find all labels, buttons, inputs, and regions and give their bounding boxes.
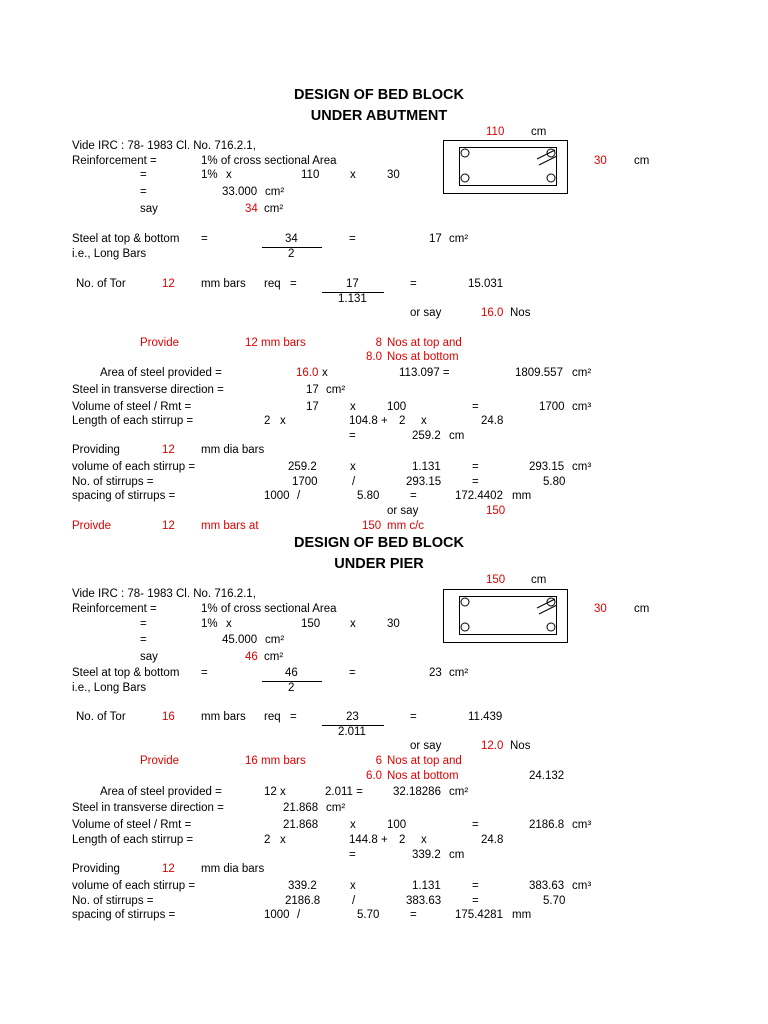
area-provided-unit: cm²: [449, 786, 469, 798]
mul-sign: x: [322, 367, 328, 379]
tor-label: No. of Tor: [76, 278, 126, 290]
transverse-unit: cm²: [326, 384, 346, 396]
tor-dia: 16: [162, 711, 175, 723]
stirrup-outline: [460, 148, 557, 186]
stirrup-volume-b: 1.131: [412, 880, 441, 892]
rebar-circle: [547, 623, 555, 631]
tor-numerator: 17: [346, 278, 359, 290]
eq-sign: =: [201, 233, 208, 245]
depth-term: 30: [387, 169, 400, 181]
spacing-result: 175.4281: [455, 909, 503, 921]
area-provided-bar-area: 113.097 =: [399, 367, 450, 379]
spacing-a: 1000: [264, 909, 290, 921]
stirrup-volume-a: 259.2: [288, 461, 317, 473]
or-say-value: 12.0: [481, 740, 504, 752]
req-label: req: [264, 711, 281, 723]
vide-irc: Vide IRC : 78- 1983 Cl. No. 716.2.1,: [72, 140, 256, 152]
section-outline: [444, 141, 568, 194]
provide-top-value: 8: [375, 337, 382, 349]
stirrup-length-c: 24.8: [481, 834, 504, 846]
transverse-value: 21.868: [283, 802, 319, 814]
stirrup-volume-unit: cm³: [572, 880, 592, 892]
div-sign: /: [297, 490, 301, 502]
mul-sign: x: [350, 169, 356, 181]
provide-bars: 16 mm bars: [245, 755, 306, 767]
tor-dia: 12: [162, 278, 175, 290]
mul-sign: x: [226, 618, 232, 630]
steel-tb-denominator: 2: [288, 248, 295, 260]
rebar-circle: [547, 149, 555, 157]
eq-sign: =: [349, 849, 356, 861]
final-provide-dia: 12: [162, 520, 175, 532]
mm-bars: mm bars: [201, 711, 246, 723]
tor-result: 11.439: [468, 711, 503, 723]
volume-a: 21.868: [283, 819, 319, 831]
spacing-a: 1000: [264, 490, 290, 502]
width-unit: cm: [531, 126, 547, 138]
spacing-b: 5.80: [357, 490, 380, 502]
mul-sign: x: [280, 415, 286, 427]
stirrup-count-label: No. of stirrups =: [72, 895, 154, 907]
stirrup-length-unit: cm: [449, 849, 465, 861]
mul-sign: x: [280, 834, 286, 846]
providing-dia: 12: [162, 863, 175, 875]
transverse-label: Steel in transverse direction =: [72, 384, 224, 396]
rebar-circle: [461, 598, 469, 606]
rebar-circle: [547, 174, 555, 182]
stirrup-volume-result: 293.15: [529, 461, 565, 473]
mm-dia-bars: mm dia bars: [201, 863, 265, 875]
eq-sign: =: [290, 711, 297, 723]
width-value: 110: [486, 126, 505, 138]
reinforcement-text: 1% of cross sectional Area: [201, 155, 337, 167]
mul-sign: x: [421, 834, 427, 846]
mm-dia-bars: mm dia bars: [201, 444, 265, 456]
depth-unit: cm: [634, 155, 650, 167]
or-say-label: or say: [410, 307, 442, 319]
stirrup-count-a: 1700: [292, 476, 318, 488]
provide-bottom-text: Nos at bottom: [387, 770, 459, 782]
stirrup-length-label: Length of each stirrup =: [72, 834, 194, 846]
stirrup-length-a: 144.8 +: [349, 834, 388, 846]
final-provide-bars: mm bars at: [201, 520, 259, 532]
width-unit: cm: [531, 574, 547, 586]
volume-result: 2186.8: [529, 819, 565, 831]
steel-tb-label: Steel at top & bottom: [72, 667, 180, 679]
stirrup-length-a: 104.8 +: [349, 415, 388, 427]
mul-sign: x: [226, 169, 232, 181]
eq-sign: =: [472, 401, 479, 413]
eq-sign: =: [201, 667, 208, 679]
mul-sign: x: [421, 415, 427, 427]
area-provided-label: Area of steel provided =: [100, 786, 222, 798]
provide-top-text: Nos at top and: [387, 755, 462, 767]
say-unit: cm²: [264, 203, 284, 215]
mm-bars: mm bars: [201, 278, 246, 290]
tor-result: 15.031: [468, 278, 504, 290]
say-value: 34: [245, 203, 258, 215]
reinforcement-label: Reinforcement =: [72, 603, 157, 615]
providing-dia: 12: [162, 444, 175, 456]
stirrup-count-label: No. of stirrups =: [72, 476, 154, 488]
stirrup-hook: [539, 605, 557, 614]
section-outline: [444, 590, 568, 643]
tor-denominator: 1.131: [338, 293, 367, 305]
spacing-result: 172.4402: [455, 490, 503, 502]
eq-sign: =: [140, 186, 147, 198]
volume-b: 100: [387, 401, 407, 413]
stirrup-length-b: 2: [399, 415, 406, 427]
provide-bottom-text: Nos at bottom: [387, 351, 459, 363]
eq-sign: =: [472, 895, 479, 907]
stirrup-hook: [537, 150, 555, 159]
eq-sign: =: [349, 430, 356, 442]
mul-sign: x: [350, 819, 356, 831]
area-provided-unit: cm²: [572, 367, 592, 379]
stirrup-length-result: 259.2: [412, 430, 441, 442]
stirrup-volume-a: 339.2: [288, 880, 317, 892]
area-value: 33.000: [222, 186, 258, 198]
stirrup-outline: [460, 597, 557, 635]
stirrup-length-two: 2: [264, 415, 271, 427]
stirrup-volume-unit: cm³: [572, 461, 592, 473]
rebar-circle: [461, 174, 469, 182]
eq-sign: =: [472, 819, 479, 831]
div-sign: /: [297, 909, 301, 921]
stirrup-length-result: 339.2: [412, 849, 441, 861]
div-sign: /: [352, 476, 356, 488]
say-label: say: [140, 651, 158, 663]
reinforcement-label: Reinforcement =: [72, 155, 157, 167]
area-provided-result: 32.18286: [393, 786, 441, 798]
provide-label: Provide: [140, 337, 179, 349]
final-provide-label: Proivde: [72, 520, 111, 532]
say-unit: cm²: [264, 651, 284, 663]
mul-sign: x: [350, 618, 356, 630]
rebar-circle: [547, 598, 555, 606]
steel-tb-denominator: 2: [288, 682, 295, 694]
depth-value: 30: [594, 603, 607, 615]
spacing-unit: mm: [512, 490, 532, 502]
steel-tb-numerator: 46: [285, 667, 298, 679]
depth-value: 30: [594, 155, 607, 167]
stirrup-volume-b: 1.131: [412, 461, 441, 473]
depth-unit: cm: [634, 603, 650, 615]
stirrup-count-b: 383.63: [406, 895, 442, 907]
eq-sign: =: [290, 278, 297, 290]
area-provided-nos: 16.0: [296, 367, 319, 379]
provide-bars: 12 mm bars: [245, 337, 306, 349]
transverse-label: Steel in transverse direction =: [72, 802, 224, 814]
steel-tb-result: 23: [429, 667, 442, 679]
stirrup-length-unit: cm: [449, 430, 465, 442]
eq-sign: =: [349, 233, 356, 245]
stirrup-volume-result: 383.63: [529, 880, 565, 892]
steel-tb-unit: cm²: [449, 233, 469, 245]
or-say-label: or say: [410, 740, 442, 752]
width-term: 110: [301, 169, 320, 181]
section-title-abutment-1: DESIGN OF BED BLOCK: [294, 87, 464, 103]
eq-sign: =: [472, 880, 479, 892]
width-value: 150: [486, 574, 506, 586]
spacing-label: spacing of stirrups =: [72, 909, 176, 921]
eq-sign: =: [140, 618, 147, 630]
providing-label: Providing: [72, 863, 120, 875]
volume-unit: cm³: [572, 401, 592, 413]
provide-top-value: 6: [375, 755, 382, 767]
area-provided-label: Area of steel provided =: [100, 367, 222, 379]
spacing-or-say-value: 150: [486, 505, 506, 517]
eq-sign: =: [410, 278, 417, 290]
area-value: 45.000: [222, 634, 258, 646]
long-bars-label: i.e., Long Bars: [72, 248, 147, 260]
stirrup-length-two: 2: [264, 834, 271, 846]
rebar-circle: [461, 149, 469, 157]
provide-bottom-value: 8.0: [366, 351, 382, 363]
reinforcement-text: 1% of cross sectional Area: [201, 603, 337, 615]
tor-denominator: 2.011: [338, 726, 366, 738]
transverse-unit: cm²: [326, 802, 346, 814]
rebar-circle: [461, 623, 469, 631]
eq-sign: =: [472, 461, 479, 473]
stirrup-volume-label: volume of each stirrup =: [72, 880, 196, 892]
steel-tb-unit: cm²: [449, 667, 469, 679]
section-title-pier-2: UNDER PIER: [334, 556, 424, 572]
eq-sign: =: [410, 909, 417, 921]
nos-label: Nos: [510, 740, 531, 752]
volume-b: 100: [387, 819, 407, 831]
spacing-b: 5.70: [357, 909, 380, 921]
div-sign: /: [352, 895, 356, 907]
provide-label: Provide: [140, 755, 179, 767]
mul-sign: x: [350, 880, 356, 892]
eq-sign: =: [140, 169, 147, 181]
section-title-abutment-2: UNDER ABUTMENT: [310, 108, 448, 124]
say-value: 46: [245, 651, 258, 663]
stirrup-count-b: 293.15: [406, 476, 442, 488]
area-provided-nos: 12 x: [264, 786, 286, 798]
tor-numerator: 23: [346, 711, 359, 723]
steel-tb-numerator: 34: [285, 233, 298, 245]
provide-top-text: Nos at top and: [387, 337, 462, 349]
transverse-value: 17: [306, 384, 319, 396]
tor-label: No. of Tor: [76, 711, 126, 723]
stirrup-length-c: 24.8: [481, 415, 504, 427]
vide-irc: Vide IRC : 78- 1983 Cl. No. 716.2.1,: [72, 588, 256, 600]
stirrup-hook: [537, 599, 555, 608]
eq-sign: =: [410, 711, 417, 723]
section-title-pier-1: DESIGN OF BED BLOCK: [294, 535, 464, 551]
provide-extra-value: 24.132: [529, 770, 565, 782]
depth-term: 30: [387, 618, 400, 630]
steel-tb-result: 17: [429, 233, 442, 245]
stirrup-length-b: 2: [399, 834, 406, 846]
stirrup-count-result: 5.80: [543, 476, 566, 488]
provide-bottom-value: 6.0: [366, 770, 382, 782]
volume-a: 17: [306, 401, 319, 413]
eq-sign: =: [349, 667, 356, 679]
volume-label: Volume of steel / Rmt =: [72, 819, 192, 831]
req-label: req: [264, 278, 281, 290]
or-say-value: 16.0: [481, 307, 504, 319]
stirrup-count-a: 2186.8: [285, 895, 321, 907]
eq-sign: =: [140, 634, 147, 646]
nos-label: Nos: [510, 307, 531, 319]
volume-label: Volume of steel / Rmt =: [72, 401, 192, 413]
volume-result: 1700: [539, 401, 565, 413]
eq-sign: =: [472, 476, 479, 488]
final-provide-value: 150: [362, 520, 382, 532]
spacing-or-say: or say: [387, 505, 419, 517]
percent: 1%: [201, 169, 218, 181]
stirrup-volume-label: volume of each stirrup =: [72, 461, 196, 473]
mul-sign: x: [350, 461, 356, 473]
say-label: say: [140, 203, 158, 215]
area-unit: cm²: [265, 186, 285, 198]
area-provided-result: 1809.557: [515, 367, 563, 379]
stirrup-count-result: 5.70: [543, 895, 566, 907]
spacing-label: spacing of stirrups =: [72, 490, 176, 502]
spacing-unit: mm: [512, 909, 532, 921]
area-provided-bar-area: 2.011 =: [325, 786, 363, 798]
mul-sign: x: [350, 401, 356, 413]
stirrup-length-label: Length of each stirrup =: [72, 415, 194, 427]
final-provide-unit: mm c/c: [387, 520, 425, 532]
percent: 1%: [201, 618, 218, 630]
width-term: 150: [301, 618, 321, 630]
volume-unit: cm³: [572, 819, 592, 831]
eq-sign: =: [410, 490, 417, 502]
long-bars-label: i.e., Long Bars: [72, 682, 147, 694]
area-unit: cm²: [265, 634, 285, 646]
providing-label: Providing: [72, 444, 120, 456]
stirrup-hook: [539, 156, 557, 165]
steel-tb-label: Steel at top & bottom: [72, 233, 180, 245]
